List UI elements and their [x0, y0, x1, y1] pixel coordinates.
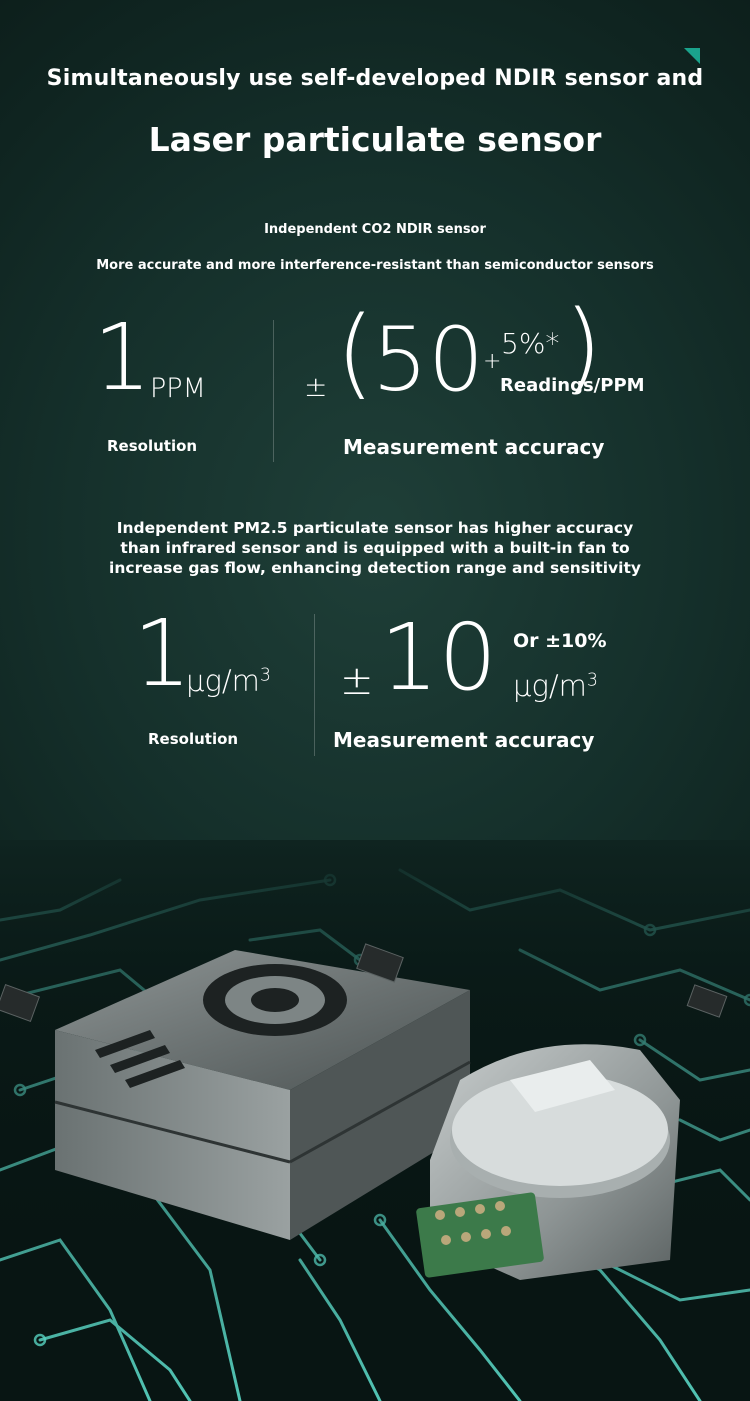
pm25-description-line: than infrared sensor and is equipped with a built-in fan to	[120, 539, 630, 557]
pm25-description-line: Independent PM2.5 particulate sensor has higher accuracy	[116, 519, 634, 537]
co2-paren-close: )	[564, 290, 603, 404]
co2-accuracy-value: 50	[372, 308, 484, 411]
pm25-divider	[314, 614, 315, 756]
pm25-resolution-label: Resolution	[148, 730, 239, 748]
pm25-resolution-unit: μg/m	[186, 664, 260, 698]
pm25-accuracy-unit-sup: 3	[586, 670, 598, 691]
co2-heading: Independent CO2 NDIR sensor	[264, 222, 486, 237]
sensor-circuit-illustration	[0, 840, 750, 1401]
page-title-line2: Laser particulate sensor	[148, 120, 602, 159]
co2-accuracy-unit: Readings/PPM	[500, 375, 645, 396]
pm25-accuracy-sign: ±	[340, 658, 374, 704]
pm25-resolution-value: 1	[133, 600, 192, 707]
page-title-line1: Simultaneously use self-developed NDIR sensor and	[46, 66, 704, 91]
co2-paren-open: (	[336, 296, 375, 410]
pm25-description	[0, 518, 750, 578]
pm25-accuracy-value: 10	[380, 604, 498, 711]
co2-accuracy-label: Measurement accuracy	[343, 435, 605, 459]
co2-subheading: More accurate and more interference-resistant than semiconductor sensors	[96, 258, 654, 273]
pm25-description-line: increase gas flow, enhancing detection range and sensitivity	[109, 559, 641, 577]
co2-resolution-label: Resolution	[107, 437, 198, 455]
co2-accuracy-sign: ±	[304, 370, 328, 403]
corner-accent	[684, 48, 700, 64]
co2-resolution-value: 1	[93, 304, 152, 411]
co2-accuracy-percent: 5%*	[501, 327, 560, 360]
pm25-accuracy-label: Measurement accuracy	[333, 728, 595, 752]
pm25-accuracy-unit-wrap	[513, 669, 598, 703]
pm25-accuracy-alt: Or ±10%	[513, 630, 607, 652]
co2-accuracy-plus: +	[483, 349, 502, 374]
co2-divider	[273, 320, 274, 462]
pm25-resolution-unit-wrap	[186, 664, 271, 698]
pm25-accuracy-unit: μg/m	[513, 669, 587, 703]
co2-resolution-unit: PPM	[150, 373, 206, 404]
pm25-resolution-unit-sup: 3	[259, 665, 271, 686]
